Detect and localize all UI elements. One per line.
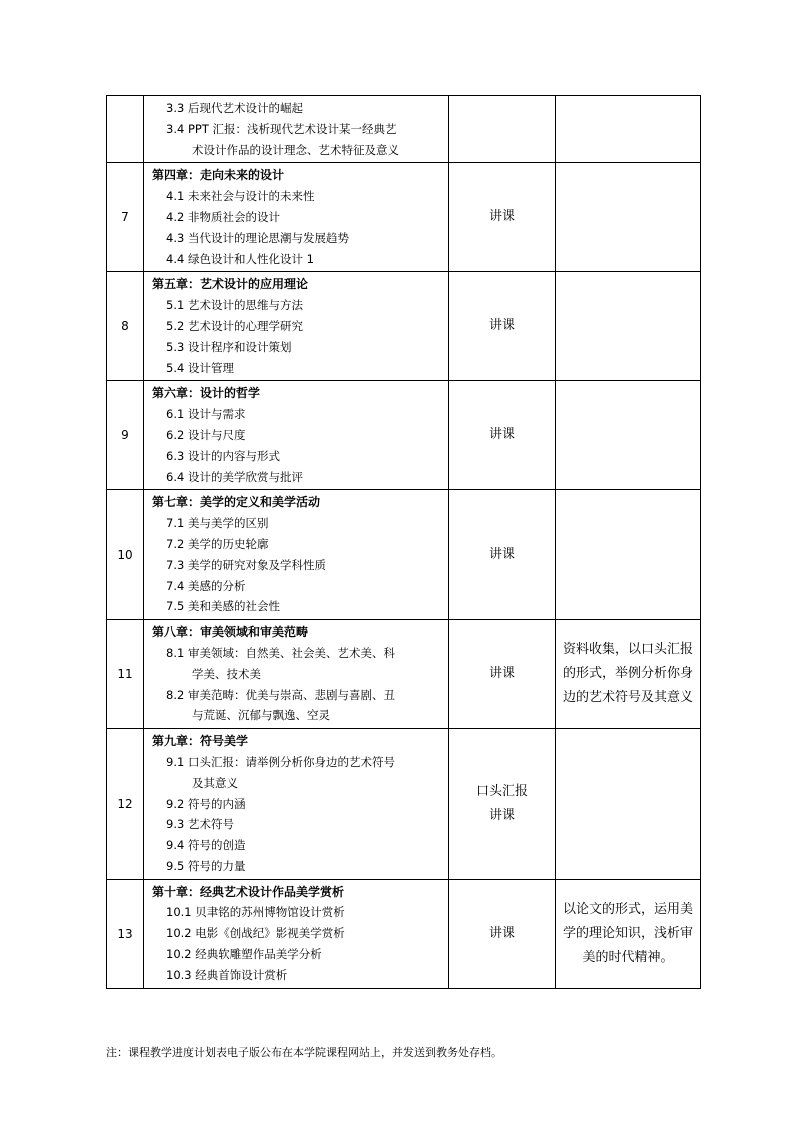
section-item [152,794,444,815]
table-row [107,729,701,880]
assignment-cell [556,272,701,381]
table-row [107,620,701,729]
section-label: 5.4 设计管理 [166,360,234,375]
section-item [152,923,444,944]
week-number-cell: 13 [107,879,144,988]
section-label: 9.2 符号的内涵 [166,796,246,811]
teaching-method-cell: 口头汇报 讲课 [449,729,556,880]
section-item [152,249,444,270]
section-label: 9.3 艺术符号 [166,817,234,832]
teaching-method-cell: 讲课 [449,490,556,620]
table-row [107,163,701,272]
assignment-cell: 以论文的形式，运用美学的理论知识，浅析审美的时代精神。 [556,879,701,988]
section-label: 6.1 设计与需求 [166,407,246,422]
section-item [152,965,444,986]
section-label: 10.3 经典首饰设计赏析 [166,967,288,982]
section-label: 7.1 美与美学的区别 [166,516,269,531]
section-item [152,685,444,727]
section-label-continuation: 与荒诞、沉郁与飘逸、空灵 [192,708,330,723]
section-label: 7.5 美和美感的社会性 [166,599,280,614]
section-label: 8.2 审美范畴：优美与崇高、悲剧与喜剧、丑 [166,687,395,702]
week-number-cell [107,96,144,163]
section-item [152,295,444,316]
section-item [152,752,444,794]
section-item [152,337,444,358]
week-number-cell: 9 [107,381,144,490]
assignment-cell [556,490,701,620]
section-label: 9.1 口头汇报：请举例分析你身边的艺术符号 [166,754,395,769]
section-item [152,555,444,576]
chapter-title: 第七章：美学的定义和美学活动 [152,495,321,510]
section-label: 7.3 美学的研究对象及学科性质 [166,557,326,572]
section-label: 4.1 未来社会与设计的未来性 [166,189,315,204]
section-label: 4.4 绿色设计和人性化设计 1 [166,251,314,266]
section-label: 7.2 美学的历史轮廓 [166,536,269,551]
section-item [152,643,444,685]
chapter-title: 第四章：走向未来的设计 [152,168,285,183]
section-item [152,207,444,228]
section-label: 7.4 美感的分析 [166,578,246,593]
section-label: 6.2 设计与尺度 [166,427,246,442]
content-cell [144,729,449,880]
section-label: 10.2 电影《创战纪》影视美学赏析 [166,926,345,941]
section-label: 5.1 艺术设计的思维与方法 [166,298,303,313]
section-label: 3.3 后现代艺术设计的崛起 [166,101,303,115]
section-label-continuation: 及其意义 [192,775,238,790]
section-item [152,596,444,617]
section-label: 6.3 设计的内容与形式 [166,448,280,463]
section-label: 9.4 符号的创造 [166,838,246,853]
section-label: 5.2 艺术设计的心理学研究 [166,318,303,333]
teaching-method-cell: 讲课 [449,272,556,381]
section-label: 6.4 设计的美学欣赏与批评 [166,469,303,484]
schedule-table [106,95,701,989]
section-item [152,119,444,161]
section-item [152,425,444,446]
content-cell [144,620,449,729]
teaching-method-cell: 讲课 [449,620,556,729]
section-label-continuation: 学美、技术美 [192,666,261,681]
content-cell [144,272,449,381]
table-row [107,96,701,163]
section-item [152,835,444,856]
section-label: 10.2 经典软雕塑作品美学分析 [166,947,322,962]
section-item [152,814,444,835]
section-item [152,902,444,923]
table-row [107,381,701,490]
assignment-cell: 资料收集，以口头汇报的形式，举例分析你身边的艺术符号及其意义 [556,620,701,729]
section-item [152,446,444,467]
section-label-continuation: 术设计作品的设计理念、艺术特征及意义 [192,142,399,157]
footnote: 注：课程教学进度计划表电子版公布在本学院课程网站上，并发送到教务处存档。 [106,1046,502,1059]
section-item [152,228,444,249]
chapter-title: 第九章：符号美学 [152,734,249,749]
section-item [152,186,444,207]
section-item [152,513,444,534]
section-item [152,467,444,488]
week-number-cell: 12 [107,729,144,880]
teaching-method-cell: 讲课 [449,381,556,490]
table-row [107,272,701,381]
section-label: 9.5 符号的力量 [166,858,246,873]
section-label: 3.4 PPT 汇报：浅析现代艺术设计某一经典艺 [166,121,397,136]
content-cell [144,96,449,163]
section-label: 5.3 设计程序和设计策划 [166,339,292,354]
week-number-cell: 10 [107,490,144,620]
chapter-title: 第五章：艺术设计的应用理论 [152,277,309,292]
chapter-title: 第六章：设计的哲学 [152,386,261,401]
section-label: 8.1 审美领域：自然美、社会美、艺术美、科 [166,645,395,660]
teaching-method-cell: 讲课 [449,163,556,272]
content-cell [144,381,449,490]
assignment-cell [556,729,701,880]
table-row [107,879,701,988]
teaching-method-cell: 讲课 [449,879,556,988]
chapter-title: 第八章：审美领域和审美范畴 [152,625,309,640]
week-number-cell: 11 [107,620,144,729]
week-number-cell: 7 [107,163,144,272]
section-item [152,98,444,119]
assignment-cell [556,381,701,490]
section-item [152,404,444,425]
section-label: 4.2 非物质社会的设计 [166,209,280,224]
schedule-table-body [107,96,701,989]
section-item [152,358,444,379]
content-cell [144,490,449,620]
assignment-cell [556,163,701,272]
chapter-title: 第十章：经典艺术设计作品美学赏析 [152,884,345,899]
section-label: 10.1 贝聿铭的苏州博物馆设计赏析 [166,905,345,920]
section-item [152,944,444,965]
section-item [152,316,444,337]
section-item [152,534,444,555]
content-cell [144,879,449,988]
table-row [107,490,701,620]
content-cell [144,163,449,272]
week-number-cell: 8 [107,272,144,381]
assignment-cell [556,96,701,163]
section-item [152,576,444,597]
section-item [152,856,444,877]
teaching-method-cell [449,96,556,163]
section-label: 4.3 当代设计的理论思潮与发展趋势 [166,230,349,245]
